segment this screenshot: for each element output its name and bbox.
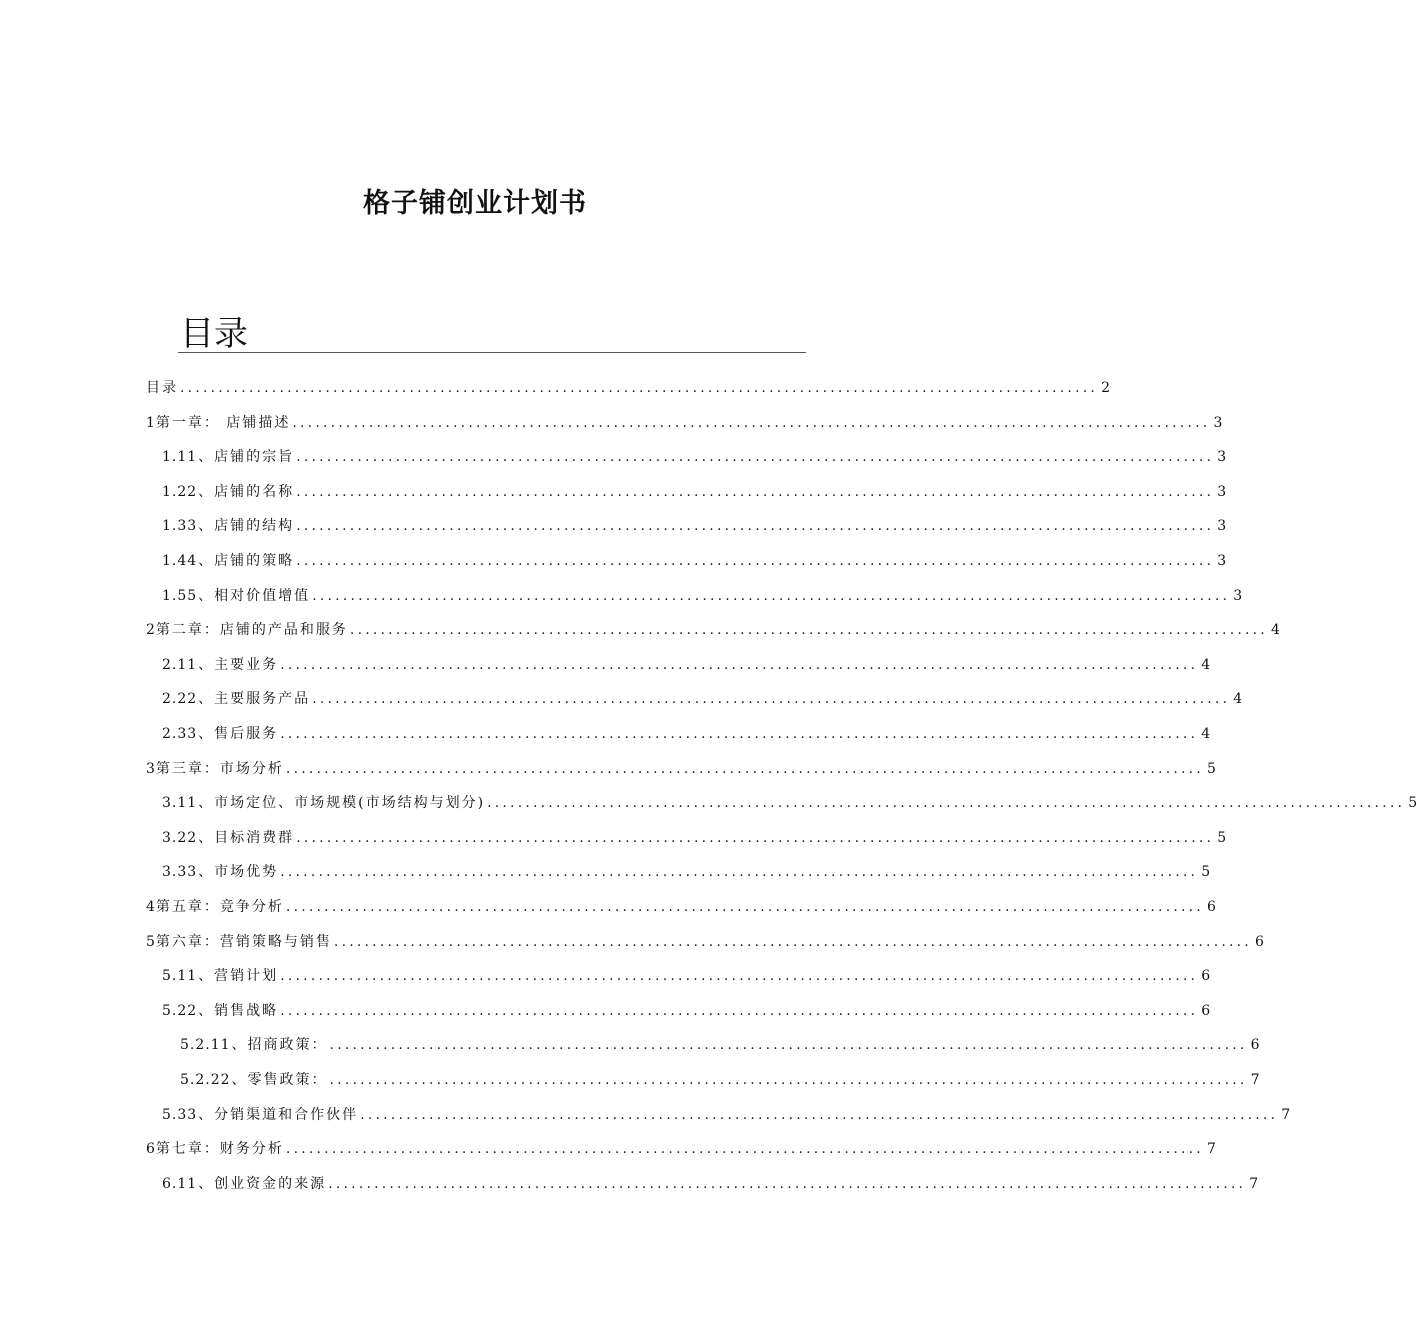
toc-entry-label: 1、招商政策：: [220, 1037, 328, 1054]
toc-entry-label: 1、营销计划: [187, 968, 279, 985]
toc-entry-number: 3.2: [162, 829, 188, 846]
toc-entry[interactable]: [162, 508, 1227, 536]
toc-entry-label: 1、店铺的宗旨: [187, 449, 295, 466]
toc-entry-page-number: 5: [1408, 795, 1417, 812]
toc-entry-page-number: 4: [1271, 622, 1280, 639]
toc-entry-number: 6: [146, 1141, 156, 1158]
toc-entry-number: 2: [146, 622, 156, 639]
toc-entry-number: 1: [146, 414, 156, 431]
toc-entry-page-number: 7: [1250, 1072, 1260, 1088]
toc-entry-page-number: 3: [1217, 553, 1227, 569]
toc-entry-label: 4、店铺的策略: [187, 553, 295, 569]
toc-entry-page-number: 4: [1201, 726, 1211, 742]
toc-leader-dots: ........................................................................................................................: [312, 691, 1231, 708]
toc-entry[interactable]: [146, 405, 1223, 433]
toc-entry-label: 2、零售政策：: [220, 1072, 328, 1088]
toc-entry[interactable]: [162, 958, 1211, 986]
toc-leader-dots: ........................................................................................................................: [328, 1175, 1247, 1192]
toc-entry-number: 5: [146, 933, 156, 950]
toc-entry-page-number: 3: [1233, 587, 1243, 604]
toc-entry[interactable]: [162, 681, 1243, 709]
toc-entry-label: 1、创业资金的来源: [187, 1175, 327, 1192]
toc-leader-dots: ........................................................................................................................: [296, 553, 1215, 569]
toc-leader-dots: ........................................................................................................................: [285, 899, 1204, 915]
toc-entry-page-number: 4: [1233, 691, 1243, 708]
toc-entry-label: 1、市场定位、市场规模(市场结构与划分): [187, 795, 486, 812]
toc-leader-dots: ........................................................................................................................: [285, 1141, 1204, 1158]
toc-entry-number: 3.3: [162, 864, 188, 881]
toc-entry-page-number: 6: [1207, 899, 1216, 915]
toc-entry[interactable]: [180, 1027, 1260, 1055]
toc-entry-label: 第一章： 店铺描述: [155, 414, 291, 431]
toc-leader-dots: ........................................................................................................................: [285, 760, 1204, 777]
toc-entry[interactable]: [162, 785, 1417, 813]
toc-entry-label: 目录: [146, 380, 178, 396]
toc-entry-page-number: 6: [1201, 1002, 1211, 1019]
toc-entry-number: 1.1: [162, 449, 188, 466]
toc-entry-number: 1.4: [162, 553, 188, 569]
toc-entry[interactable]: [162, 820, 1227, 848]
toc-entry-page-number: 3: [1217, 518, 1227, 535]
toc-entry-label: 第六章：营销策略与销售: [155, 933, 332, 950]
toc-leader-dots: ........................................................................................................................: [329, 1072, 1248, 1088]
toc-entry-page-number: 6: [1250, 1037, 1260, 1054]
toc-leader-dots: ........................................................................................................................: [349, 622, 1268, 639]
toc-entry-number: 1.5: [162, 587, 188, 604]
toc-entry[interactable]: [162, 1097, 1291, 1125]
toc-entry-number: 6.1: [162, 1175, 188, 1192]
toc-entry-page-number: 3: [1217, 483, 1227, 500]
toc-entry[interactable]: [162, 1166, 1259, 1194]
toc-leader-dots: ........................................................................................................................: [312, 587, 1231, 604]
toc-entry-number: 2.1: [162, 656, 188, 673]
toc-leader-dots: ........................................................................................................................: [180, 380, 1099, 396]
toc-entry-label: 3、店铺的结构: [187, 518, 295, 535]
toc-leader-dots: ........................................................................................................................: [280, 968, 1199, 985]
toc-leader-dots: ........................................................................................................................: [360, 1106, 1279, 1123]
toc-entry-label: 第五章：竞争分析: [155, 899, 284, 915]
toc-entry-label: 2、主要服务产品: [187, 691, 311, 708]
toc-entry[interactable]: [162, 716, 1211, 744]
toc-entry-page-number: 5: [1207, 760, 1216, 777]
toc-entry[interactable]: [162, 993, 1211, 1021]
toc-entry[interactable]: [146, 924, 1264, 952]
toc-entry-label: 3、售后服务: [187, 726, 279, 742]
toc-entry[interactable]: [146, 612, 1280, 640]
toc-leader-dots: ........................................................................................................................: [296, 829, 1215, 846]
toc-entry-number: 5.2.1: [180, 1037, 221, 1054]
toc-entry-number: 5.1: [162, 968, 188, 985]
toc-entry[interactable]: [180, 1062, 1260, 1090]
toc-entry-label: 3、分销渠道和合作伙伴: [187, 1106, 359, 1123]
toc-entry[interactable]: [162, 578, 1243, 606]
toc-heading-underline: [178, 352, 806, 353]
toc-entry[interactable]: [162, 439, 1227, 467]
toc-entry[interactable]: [146, 370, 1111, 398]
toc-entry[interactable]: [146, 751, 1216, 779]
toc-entry-number: 4: [146, 899, 156, 915]
toc-entry-label: 第七章：财务分析: [155, 1141, 284, 1158]
toc-entry-label: 2、店铺的名称: [187, 483, 295, 500]
document-title: 格子铺创业计划书: [363, 188, 587, 219]
toc-entry-page-number: 7: [1207, 1141, 1216, 1158]
toc-entry-label: 第二章：店铺的产品和服务: [155, 622, 348, 639]
toc-leader-dots: ........................................................................................................................: [280, 726, 1199, 742]
toc-entry-page-number: 6: [1201, 968, 1211, 985]
toc-entry-number: 2.3: [162, 726, 188, 742]
toc-entry-number: 5.3: [162, 1106, 188, 1123]
toc-entry-label: 2、销售战略: [187, 1002, 279, 1019]
toc-entry-page-number: 5: [1201, 864, 1211, 881]
toc-entry-page-number: 2: [1101, 380, 1111, 396]
toc-leader-dots: ........................................................................................................................: [296, 449, 1215, 466]
toc-entry[interactable]: [162, 854, 1211, 882]
toc-entry[interactable]: [162, 474, 1227, 502]
toc-entry-page-number: 3: [1213, 414, 1223, 431]
toc-leader-dots: ........................................................................................................................: [296, 483, 1215, 500]
toc-entry-page-number: 5: [1217, 829, 1227, 846]
toc-leader-dots: ........................................................................................................................: [487, 795, 1406, 812]
toc-heading: 目录: [180, 314, 248, 354]
toc-entry-label: 5、相对价值增值: [187, 587, 311, 604]
toc-leader-dots: ........................................................................................................................: [329, 1037, 1248, 1054]
toc-entry-page-number: 3: [1217, 449, 1227, 466]
toc-entry-number: 2.2: [162, 691, 188, 708]
toc-leader-dots: ........................................................................................................................: [292, 414, 1211, 431]
toc-entry[interactable]: [162, 647, 1211, 675]
toc-entry-label: 1、主要业务: [187, 656, 279, 673]
toc-leader-dots: ........................................................................................................................: [280, 1002, 1199, 1019]
toc-entry-label: 3、市场优势: [187, 864, 279, 881]
toc-leader-dots: ........................................................................................................................: [333, 933, 1252, 950]
toc-entry-number: 3: [146, 760, 156, 777]
toc-entry[interactable]: [146, 1131, 1216, 1159]
toc-entry-page-number: 6: [1255, 933, 1264, 950]
toc-entry-number: 5.2: [162, 1002, 188, 1019]
toc-entry-page-number: 7: [1281, 1106, 1291, 1123]
toc-entry-page-number: 7: [1249, 1175, 1259, 1192]
toc-entry[interactable]: [146, 889, 1216, 917]
toc-entry-number: 3.1: [162, 795, 188, 812]
toc-leader-dots: ........................................................................................................................: [280, 864, 1199, 881]
toc-leader-dots: ........................................................................................................................: [280, 656, 1199, 673]
toc-entry-page-number: 4: [1201, 656, 1211, 673]
toc-entry-number: 1.3: [162, 518, 188, 535]
toc-entry-number: 1.2: [162, 483, 188, 500]
toc-entry-label: 第三章：市场分析: [155, 760, 284, 777]
toc-entry-number: 5.2.2: [180, 1072, 221, 1088]
toc-entry[interactable]: [162, 543, 1227, 571]
toc-leader-dots: ........................................................................................................................: [296, 518, 1215, 535]
toc-entry-label: 2、目标消费群: [187, 829, 295, 846]
